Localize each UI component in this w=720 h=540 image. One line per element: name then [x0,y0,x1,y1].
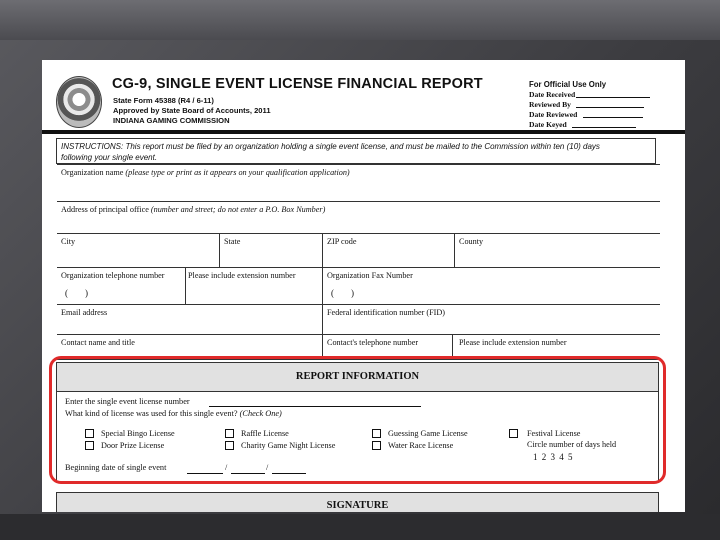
date-reviewed-line [583,117,643,118]
city-label: City [61,237,76,246]
instructions-box [56,138,656,164]
fax-paren-close: ) [351,288,354,298]
org-name-label [61,168,350,178]
state-form-number: State Form 45388 (R4 / 6-11) [113,96,214,105]
extension-cell[interactable] [185,268,322,304]
circle-days-label: Circle number of days held [527,440,617,449]
reviewed-by-line [576,107,644,108]
address-text: Address of principal office [61,205,149,214]
signature-heading: SIGNATURE [56,492,659,512]
telephone-paren-open: ( [65,288,68,298]
instructions-line1: This report must be filed by an organization holding a single event license, and must be mailed to the Commission within ten (10) days [123,142,600,151]
telephone-paren-close: ) [85,288,88,298]
email-row [57,304,660,335]
fax-paren-open: ( [331,288,334,298]
instructions-label: INSTRUCTIONS: [61,142,124,151]
header-rule [42,130,685,134]
state-label: State [224,237,241,246]
license-number-label: Enter the single event license number [65,397,190,406]
water-race-label: Water Race License [388,441,454,450]
county-label: County [459,237,484,246]
date-reviewed-label: Date Reviewed [529,110,578,119]
state-seal-icon [56,76,102,128]
date-keyed-label: Date Keyed [529,120,567,129]
fid-cell[interactable] [322,305,660,334]
contact-label: Contact name and title [61,338,135,347]
date-sep-1: / [225,463,228,472]
slide-frame-bottom [0,514,720,540]
contact-phone-label: Contact's telephone number [327,338,419,347]
door-prize-label: Door Prize License [101,441,165,450]
date-sep-2: / [266,463,269,472]
org-name-note: (please type or print as it appears on your qualification application) [123,168,350,177]
address-row[interactable] [57,201,660,234]
telephone-label: Organization telephone number [61,271,165,280]
festival-label: Festival License [527,429,581,438]
fid-label: Federal identification number (FID) [327,308,445,317]
address-note: (number and street; do not enter a P.O. Box Number) [148,205,326,214]
date-keyed-line [572,127,636,128]
telephone-row [57,267,660,305]
extension-label: Please include extension number [188,271,296,280]
state-cell[interactable] [219,234,322,267]
license-kind-text: What kind of license was used for this single event? [65,409,238,418]
commission-name: INDIANA GAMING COMMISSION [113,116,230,125]
charity-game-night-label: Charity Game Night License [241,441,336,450]
zip-cell[interactable] [322,234,454,267]
email-label: Email address [61,308,108,317]
form-title: CG-9, SINGLE EVENT LICENSE FINANCIAL REPORT [112,76,483,92]
fax-cell[interactable] [322,268,660,304]
report-heading: REPORT INFORMATION [57,363,658,392]
county-cell[interactable] [454,234,660,267]
license-kind-note: (Check One) [237,409,282,418]
date-received-label: Date Received [529,90,576,99]
approval-line: Approved by State Board of Accounts, 2011 [113,106,271,115]
date-received-line [576,97,650,98]
zip-label: ZIP code [327,237,357,246]
fax-label: Organization Fax Number [327,271,413,280]
report-information-highlight [49,356,666,484]
raffle-label: Raffle License [241,429,289,438]
instructions-line2: following your single event. [61,153,158,162]
org-name-row[interactable] [57,164,660,202]
slide-frame-top [0,0,720,40]
guessing-game-label: Guessing Game License [388,429,468,438]
org-name-text: Organization name [61,168,124,177]
contact-ext-label: Please include extension number [459,338,567,347]
city-state-row [57,233,660,268]
beginning-date-label: Beginning date of single event [65,463,167,472]
address-label [61,205,325,215]
reviewed-by-label: Reviewed By [529,100,571,109]
official-use-title: For Official Use Only [529,80,607,89]
special-bingo-label: Special Bingo License [101,429,175,438]
day-numbers[interactable]: 1 2 3 4 5 [533,452,574,462]
